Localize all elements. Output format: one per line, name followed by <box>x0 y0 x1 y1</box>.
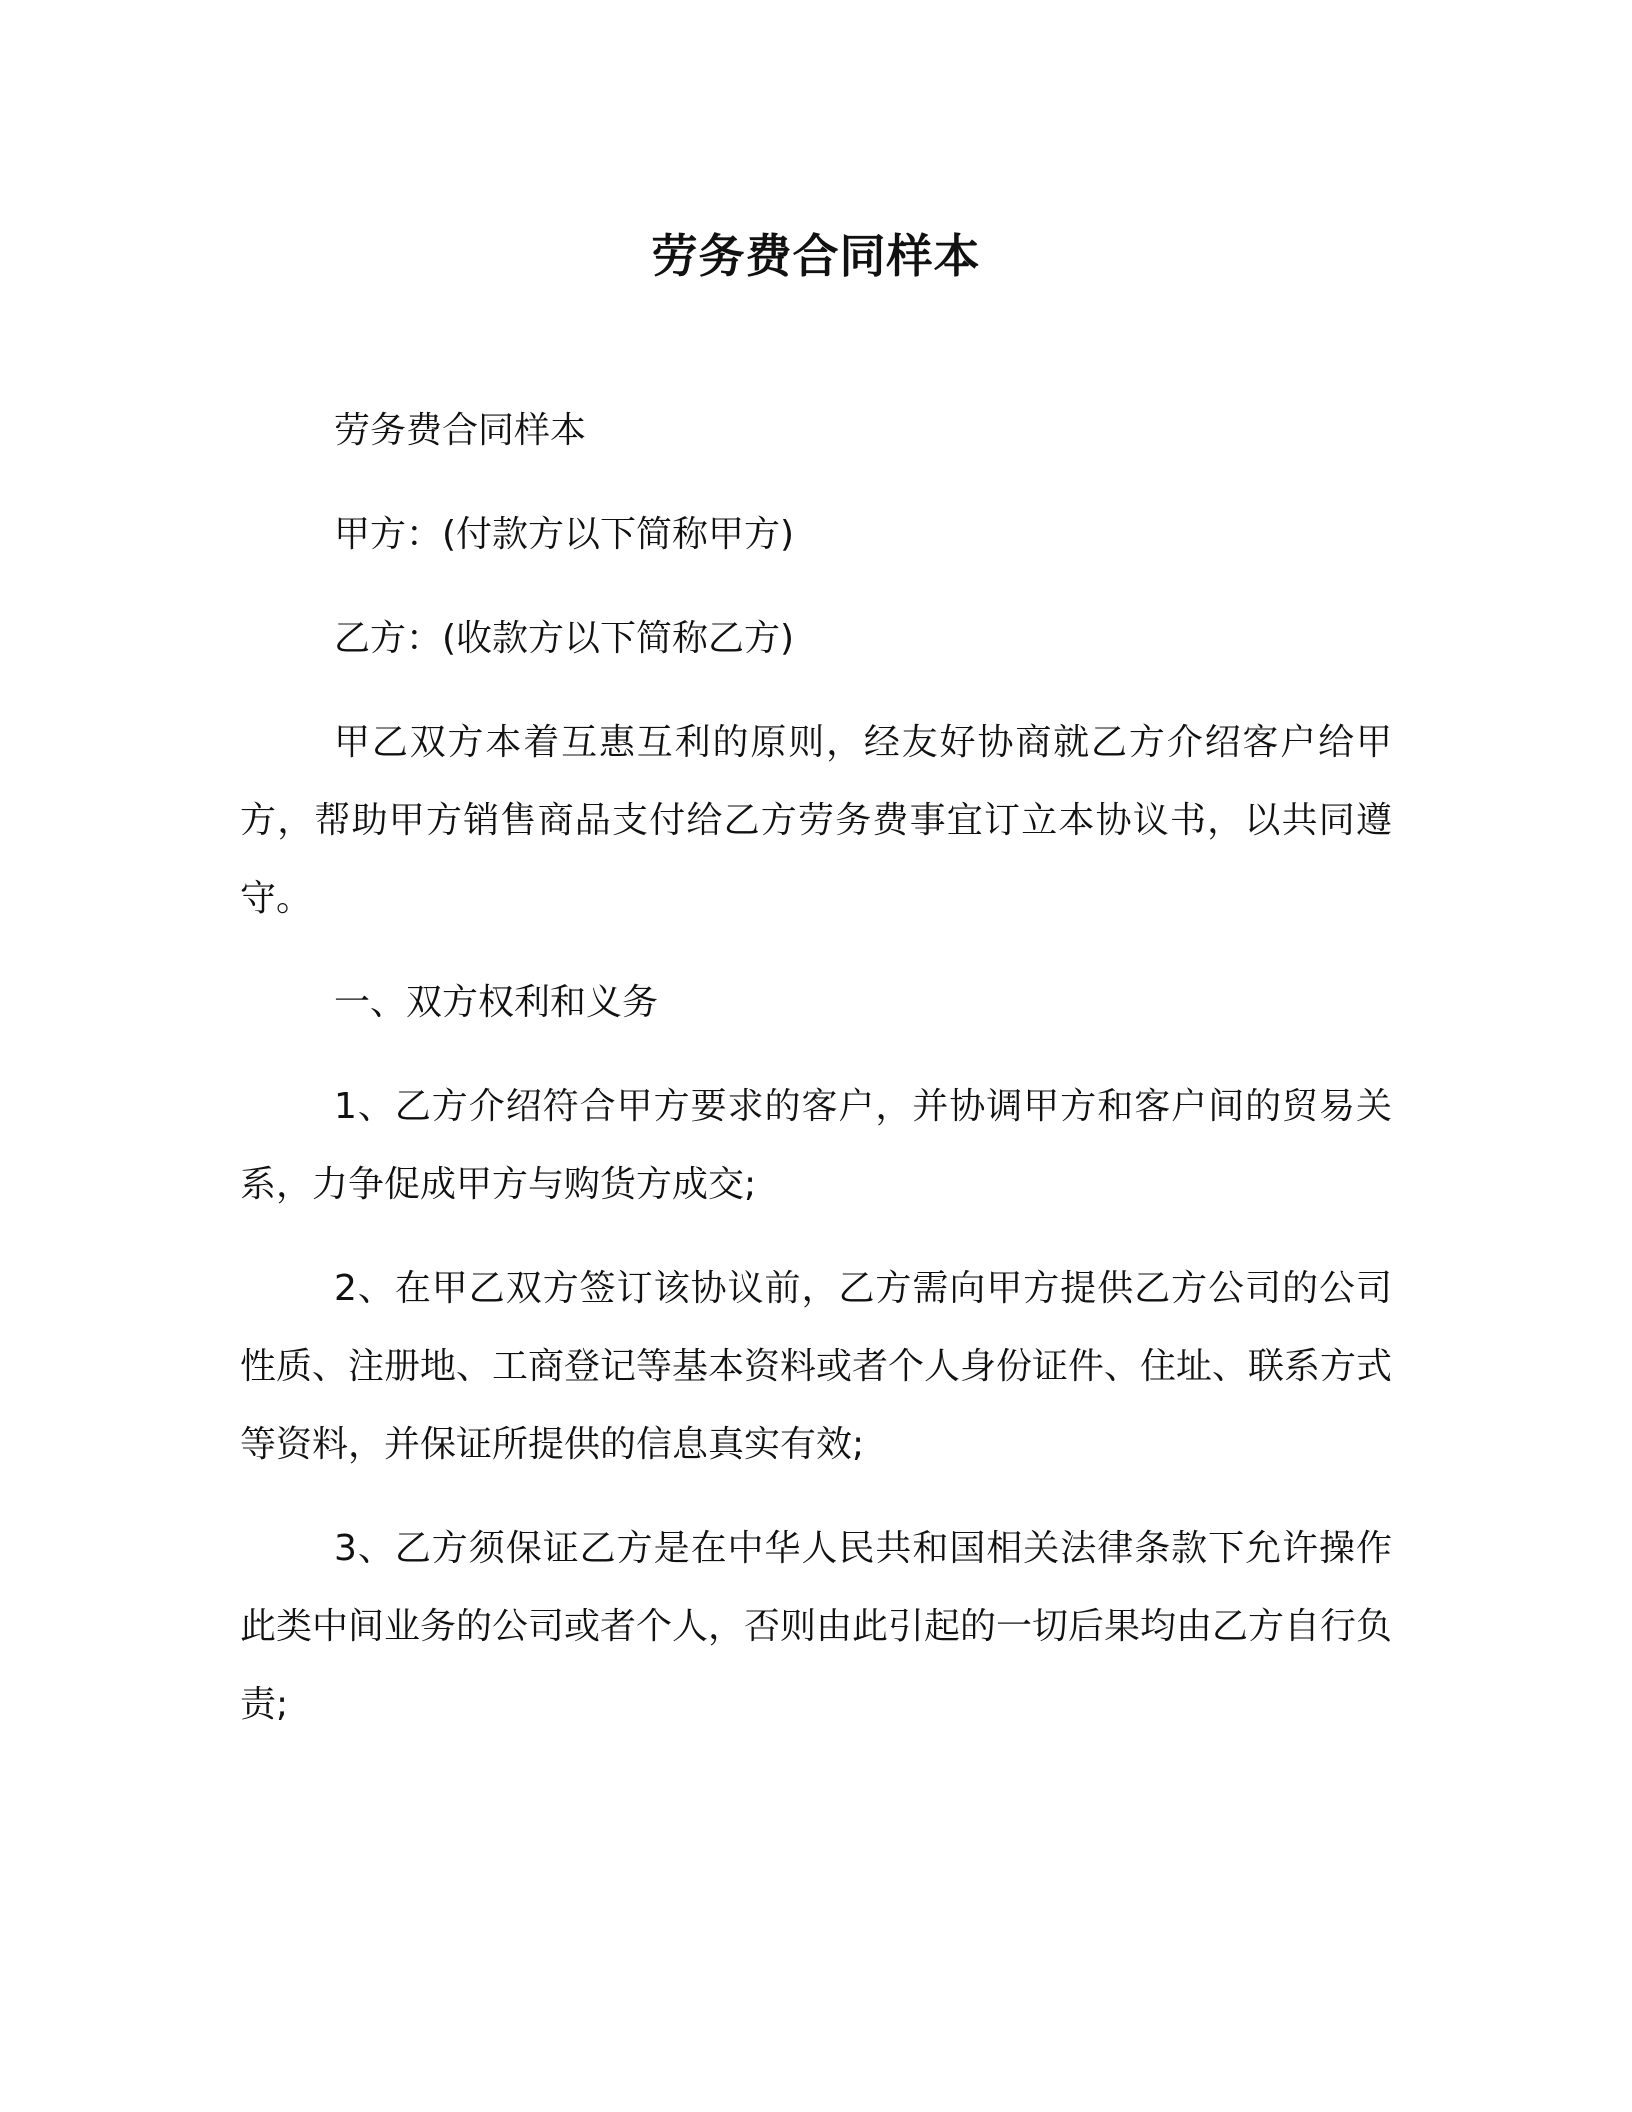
clause-3: 3、乙方须保证乙方是在中华人民共和国相关法律条款下允许操作此类中间业务的公司或者个人，否则由此引起的一切后果均由乙方自行负责; <box>240 1528 1393 1725</box>
document-body <box>240 392 1392 1770</box>
paragraph-party-a: 甲方：(付款方以下简称甲方) <box>334 514 795 555</box>
clause-1: 1、乙方介绍符合甲方要求的客户，并协调甲方和客户间的贸易关系，力争促成甲方与购货方成交; <box>240 1086 1392 1205</box>
clause-2: 2、在甲乙双方签订该协议前，乙方需向甲方提供乙方公司的公司性质、注册地、工商登记等基本资料或者个人身份证件、住址、联系方式等资料，并保证所提供的信息真实有效; <box>240 1268 1393 1465</box>
paragraph-party-b: 乙方：(收款方以下简称乙方) <box>334 618 795 659</box>
paragraph-heading: 劳务费合同样本 <box>334 410 587 451</box>
section-heading-rights-obligations: 一、双方权利和义务 <box>334 982 659 1023</box>
paragraph-intro: 甲乙双方本着互惠互利的原则，经友好协商就乙方介绍客户给甲方，帮助甲方销售商品支付给乙方劳务费事宜订立本协议书，以共同遵守。 <box>240 722 1392 919</box>
document-title: 劳务费合同样本 <box>651 229 981 283</box>
